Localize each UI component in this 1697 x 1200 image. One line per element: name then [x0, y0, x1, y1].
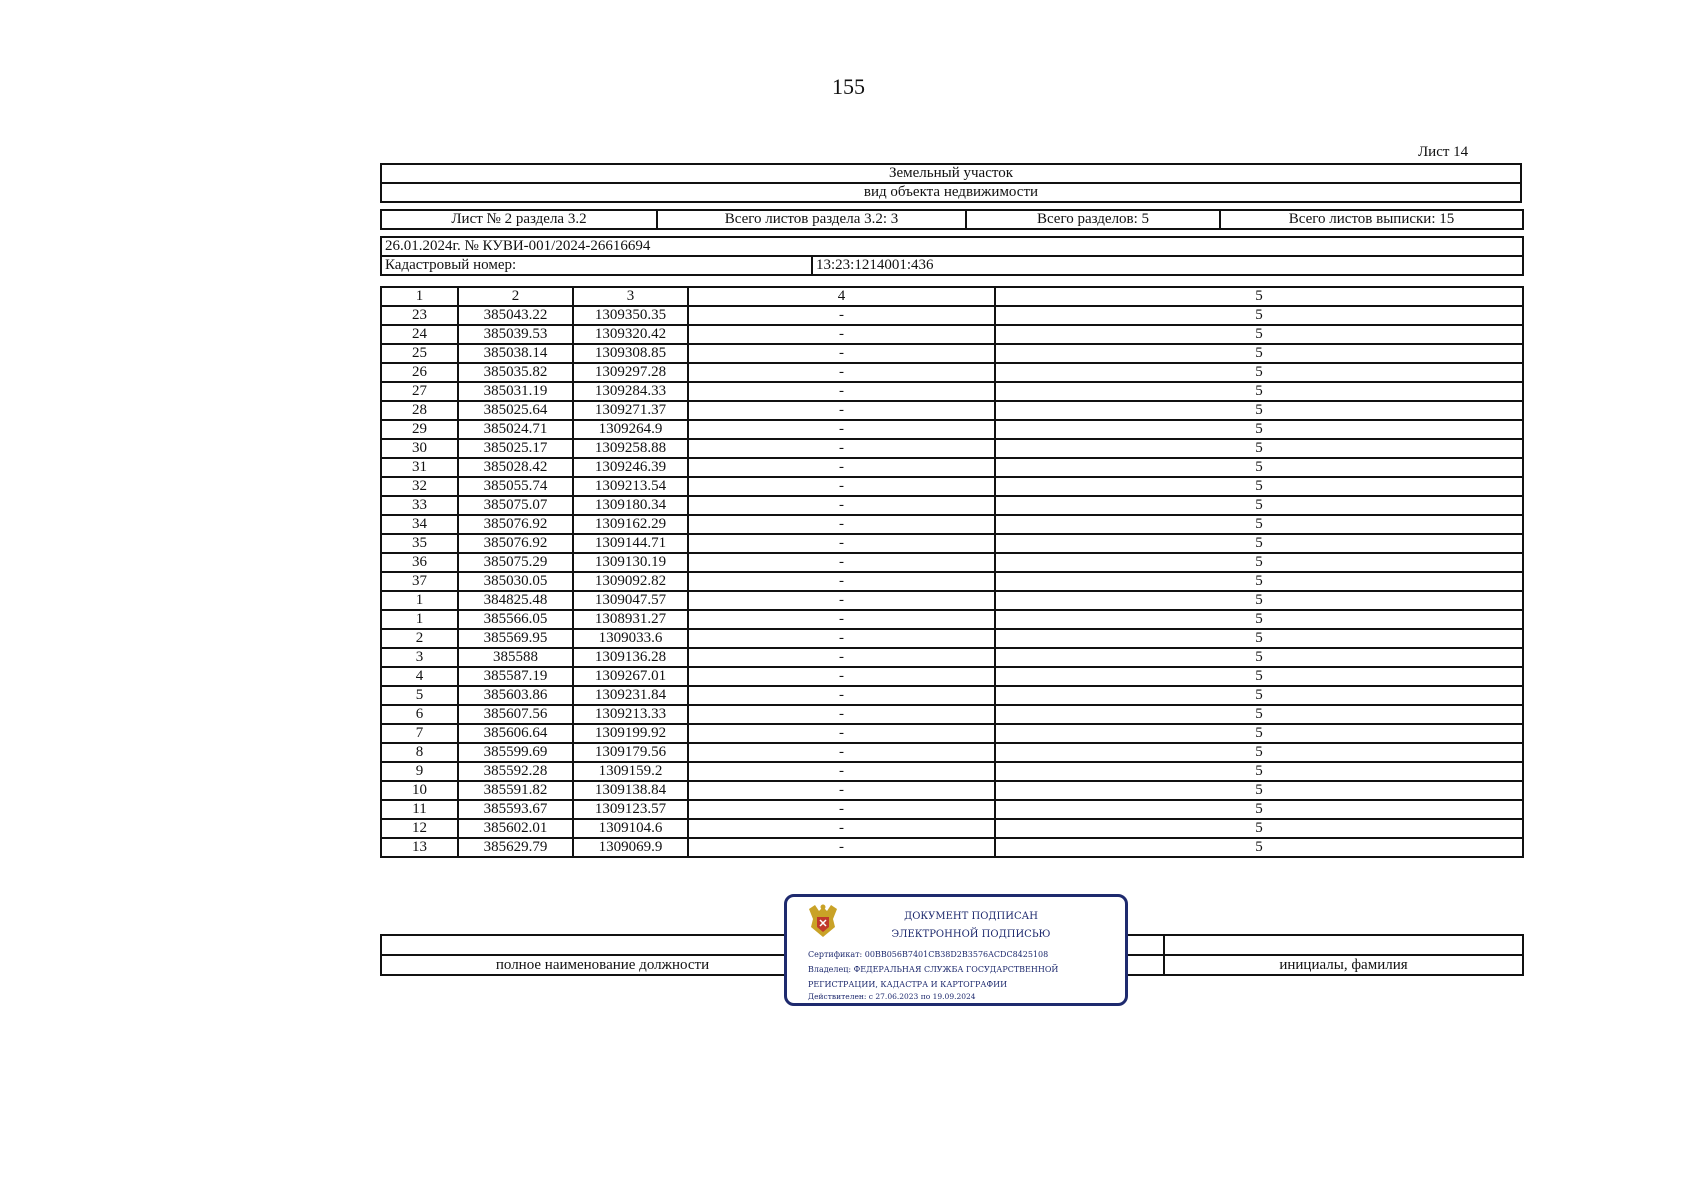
point-number-cell: 24 — [381, 325, 458, 344]
coordinates-table — [380, 286, 1522, 858]
electronic-signature-stamp — [784, 894, 1128, 1006]
column-header: 1 — [381, 287, 458, 306]
point-number-cell: 3 — [381, 648, 458, 667]
column-5-cell: 5 — [995, 610, 1523, 629]
sheet-counts-block — [380, 209, 1522, 230]
column-5-cell: 5 — [995, 819, 1523, 838]
column-5-cell: 5 — [995, 591, 1523, 610]
column-5-cell: 5 — [995, 325, 1523, 344]
column-5-cell: 5 — [995, 477, 1523, 496]
column-4-cell: - — [688, 781, 995, 800]
stamp-owner: Владелец: ФЕДЕРАЛЬНАЯ СЛУЖБА ГОСУДАРСТВЕННОЙ — [808, 965, 1059, 974]
point-number-cell: 1 — [381, 591, 458, 610]
name-caption: инициалы, фамилия — [1164, 955, 1523, 975]
y-coordinate-cell: 1308931.27 — [573, 610, 688, 629]
column-4-cell: - — [688, 705, 995, 724]
point-number-cell: 34 — [381, 515, 458, 534]
stamp-owner-continued: РЕГИСТРАЦИИ, КАДАСТРА И КАРТОГРАФИИ — [808, 980, 1008, 989]
y-coordinate-cell: 1309246.39 — [573, 458, 688, 477]
table-row — [381, 496, 1523, 515]
point-number-cell: 1 — [381, 610, 458, 629]
point-number-cell: 13 — [381, 838, 458, 857]
column-4-cell: - — [688, 344, 995, 363]
record-block — [380, 236, 1522, 276]
x-coordinate-cell: 385035.82 — [458, 363, 573, 382]
column-5-cell: 5 — [995, 534, 1523, 553]
table-row — [381, 553, 1523, 572]
point-number-cell: 37 — [381, 572, 458, 591]
point-number-cell: 7 — [381, 724, 458, 743]
cadastral-number: 13:23:1214001:436 — [812, 256, 1523, 275]
column-5-cell: 5 — [995, 629, 1523, 648]
y-coordinate-cell: 1309320.42 — [573, 325, 688, 344]
table-row — [381, 382, 1523, 401]
column-header: 5 — [995, 287, 1523, 306]
column-header: 3 — [573, 287, 688, 306]
column-4-cell: - — [688, 439, 995, 458]
page-number: 155 — [832, 74, 865, 99]
column-4-cell: - — [688, 306, 995, 325]
point-number-cell: 30 — [381, 439, 458, 458]
table-row — [381, 344, 1523, 363]
column-5-cell: 5 — [995, 781, 1523, 800]
column-5-cell: 5 — [995, 306, 1523, 325]
table-row — [381, 477, 1523, 496]
column-5-cell: 5 — [995, 382, 1523, 401]
x-coordinate-cell: 385076.92 — [458, 515, 573, 534]
y-coordinate-cell: 1309179.56 — [573, 743, 688, 762]
y-coordinate-cell: 1309047.57 — [573, 591, 688, 610]
table-row — [381, 534, 1523, 553]
table-header-row — [381, 287, 1523, 306]
x-coordinate-cell: 385043.22 — [458, 306, 573, 325]
y-coordinate-cell: 1309297.28 — [573, 363, 688, 382]
column-5-cell: 5 — [995, 420, 1523, 439]
table-row — [381, 572, 1523, 591]
record-date-number: 26.01.2024г. № КУВИ-001/2024-26616694 — [381, 237, 1523, 256]
table-row — [381, 610, 1523, 629]
column-5-cell: 5 — [995, 401, 1523, 420]
x-coordinate-cell: 385075.07 — [458, 496, 573, 515]
y-coordinate-cell: 1309033.6 — [573, 629, 688, 648]
y-coordinate-cell: 1309123.57 — [573, 800, 688, 819]
column-4-cell: - — [688, 838, 995, 857]
table-row — [381, 629, 1523, 648]
x-coordinate-cell: 385038.14 — [458, 344, 573, 363]
point-number-cell: 36 — [381, 553, 458, 572]
table-row — [381, 306, 1523, 325]
x-coordinate-cell: 384825.48 — [458, 591, 573, 610]
column-4-cell: - — [688, 610, 995, 629]
y-coordinate-cell: 1309213.54 — [573, 477, 688, 496]
column-5-cell: 5 — [995, 762, 1523, 781]
column-header: 2 — [458, 287, 573, 306]
column-4-cell: - — [688, 819, 995, 838]
table-row — [381, 667, 1523, 686]
point-number-cell: 2 — [381, 629, 458, 648]
y-coordinate-cell: 1309231.84 — [573, 686, 688, 705]
point-number-cell: 23 — [381, 306, 458, 325]
table-row — [381, 838, 1523, 857]
y-coordinate-cell: 1309069.9 — [573, 838, 688, 857]
y-coordinate-cell: 1309159.2 — [573, 762, 688, 781]
point-number-cell: 8 — [381, 743, 458, 762]
table-row — [381, 439, 1523, 458]
total-sections: Всего разделов: 5 — [966, 210, 1220, 229]
table-row — [381, 800, 1523, 819]
x-coordinate-cell: 385606.64 — [458, 724, 573, 743]
column-4-cell: - — [688, 629, 995, 648]
table-row — [381, 781, 1523, 800]
x-coordinate-cell: 385593.67 — [458, 800, 573, 819]
object-type-block — [380, 163, 1522, 203]
column-5-cell: 5 — [995, 572, 1523, 591]
stamp-title: ДОКУМЕНТ ПОДПИСАН — [904, 911, 1038, 922]
y-coordinate-cell: 1309271.37 — [573, 401, 688, 420]
column-5-cell: 5 — [995, 667, 1523, 686]
y-coordinate-cell: 1309258.88 — [573, 439, 688, 458]
table-row — [381, 363, 1523, 382]
point-number-cell: 12 — [381, 819, 458, 838]
column-4-cell: - — [688, 496, 995, 515]
table-row — [381, 420, 1523, 439]
table-row — [381, 591, 1523, 610]
column-5-cell: 5 — [995, 439, 1523, 458]
column-4-cell: - — [688, 686, 995, 705]
column-5-cell: 5 — [995, 800, 1523, 819]
name-line — [1164, 935, 1523, 955]
position-caption: полное наименование должности — [381, 955, 824, 975]
table-row — [381, 648, 1523, 667]
column-4-cell: - — [688, 363, 995, 382]
total-sheets-extract: Всего листов выписки: 15 — [1220, 210, 1523, 229]
y-coordinate-cell: 1309130.19 — [573, 553, 688, 572]
column-4-cell: - — [688, 762, 995, 781]
stamp-subtitle: ЭЛЕКТРОННОЙ ПОДПИСЬЮ — [891, 929, 1051, 940]
column-4-cell: - — [688, 648, 995, 667]
column-4-cell: - — [688, 382, 995, 401]
column-5-cell: 5 — [995, 363, 1523, 382]
point-number-cell: 26 — [381, 363, 458, 382]
sheet-of-section: Лист № 2 раздела 3.2 — [381, 210, 657, 229]
x-coordinate-cell: 385566.05 — [458, 610, 573, 629]
point-number-cell: 33 — [381, 496, 458, 515]
x-coordinate-cell: 385024.71 — [458, 420, 573, 439]
x-coordinate-cell: 385629.79 — [458, 838, 573, 857]
point-number-cell: 28 — [381, 401, 458, 420]
point-number-cell: 11 — [381, 800, 458, 819]
object-caption: вид объекта недвижимости — [381, 183, 1521, 202]
table-row — [381, 401, 1523, 420]
table-row — [381, 686, 1523, 705]
table-row — [381, 515, 1523, 534]
column-5-cell: 5 — [995, 458, 1523, 477]
object-title: Земельный участок — [381, 164, 1521, 183]
y-coordinate-cell: 1309138.84 — [573, 781, 688, 800]
column-4-cell: - — [688, 401, 995, 420]
column-4-cell: - — [688, 553, 995, 572]
point-number-cell: 5 — [381, 686, 458, 705]
column-4-cell: - — [688, 724, 995, 743]
x-coordinate-cell: 385588 — [458, 648, 573, 667]
y-coordinate-cell: 1309264.9 — [573, 420, 688, 439]
point-number-cell: 31 — [381, 458, 458, 477]
x-coordinate-cell: 385603.86 — [458, 686, 573, 705]
x-coordinate-cell: 385039.53 — [458, 325, 573, 344]
column-4-cell: - — [688, 800, 995, 819]
x-coordinate-cell: 385592.28 — [458, 762, 573, 781]
column-4-cell: - — [688, 743, 995, 762]
column-4-cell: - — [688, 477, 995, 496]
point-number-cell: 10 — [381, 781, 458, 800]
column-5-cell: 5 — [995, 496, 1523, 515]
y-coordinate-cell: 1309267.01 — [573, 667, 688, 686]
x-coordinate-cell: 385055.74 — [458, 477, 573, 496]
table-row — [381, 705, 1523, 724]
point-number-cell: 4 — [381, 667, 458, 686]
y-coordinate-cell: 1309284.33 — [573, 382, 688, 401]
point-number-cell: 29 — [381, 420, 458, 439]
x-coordinate-cell: 385031.19 — [458, 382, 573, 401]
column-4-cell: - — [688, 458, 995, 477]
table-row — [381, 819, 1523, 838]
point-number-cell: 25 — [381, 344, 458, 363]
point-number-cell: 32 — [381, 477, 458, 496]
stamp-certificate: Сертификат: 00BB056B7401CB38D2B3576ACDC8425108 — [808, 950, 1049, 959]
column-5-cell: 5 — [995, 344, 1523, 363]
column-5-cell: 5 — [995, 686, 1523, 705]
column-5-cell: 5 — [995, 553, 1523, 572]
x-coordinate-cell: 385602.01 — [458, 819, 573, 838]
x-coordinate-cell: 385025.17 — [458, 439, 573, 458]
table-row — [381, 724, 1523, 743]
sheet-label: Лист 14 — [1418, 144, 1469, 160]
column-4-cell: - — [688, 572, 995, 591]
column-4-cell: - — [688, 534, 995, 553]
position-line — [381, 935, 824, 955]
stamp-validity: Действителен: с 27.06.2023 по 19.09.2024 — [808, 992, 976, 1001]
y-coordinate-cell: 1309136.28 — [573, 648, 688, 667]
y-coordinate-cell: 1309092.82 — [573, 572, 688, 591]
column-5-cell: 5 — [995, 743, 1523, 762]
x-coordinate-cell: 385587.19 — [458, 667, 573, 686]
y-coordinate-cell: 1309180.34 — [573, 496, 688, 515]
column-5-cell: 5 — [995, 515, 1523, 534]
cadastral-label: Кадастровый номер: — [381, 256, 812, 275]
table-row — [381, 325, 1523, 344]
point-number-cell: 27 — [381, 382, 458, 401]
x-coordinate-cell: 385075.29 — [458, 553, 573, 572]
x-coordinate-cell: 385591.82 — [458, 781, 573, 800]
column-5-cell: 5 — [995, 838, 1523, 857]
x-coordinate-cell: 385607.56 — [458, 705, 573, 724]
y-coordinate-cell: 1309308.85 — [573, 344, 688, 363]
point-number-cell: 35 — [381, 534, 458, 553]
x-coordinate-cell: 385028.42 — [458, 458, 573, 477]
table-row — [381, 743, 1523, 762]
y-coordinate-cell: 1309213.33 — [573, 705, 688, 724]
x-coordinate-cell: 385030.05 — [458, 572, 573, 591]
column-5-cell: 5 — [995, 724, 1523, 743]
column-header: 4 — [688, 287, 995, 306]
x-coordinate-cell: 385076.92 — [458, 534, 573, 553]
table-row — [381, 762, 1523, 781]
y-coordinate-cell: 1309199.92 — [573, 724, 688, 743]
y-coordinate-cell: 1309162.29 — [573, 515, 688, 534]
x-coordinate-cell: 385569.95 — [458, 629, 573, 648]
x-coordinate-cell: 385599.69 — [458, 743, 573, 762]
point-number-cell: 9 — [381, 762, 458, 781]
column-5-cell: 5 — [995, 705, 1523, 724]
point-number-cell: 6 — [381, 705, 458, 724]
column-4-cell: - — [688, 420, 995, 439]
column-4-cell: - — [688, 667, 995, 686]
total-sheets-section: Всего листов раздела 3.2: 3 — [657, 210, 966, 229]
y-coordinate-cell: 1309350.35 — [573, 306, 688, 325]
table-row — [381, 458, 1523, 477]
y-coordinate-cell: 1309144.71 — [573, 534, 688, 553]
column-4-cell: - — [688, 325, 995, 344]
y-coordinate-cell: 1309104.6 — [573, 819, 688, 838]
column-4-cell: - — [688, 515, 995, 534]
x-coordinate-cell: 385025.64 — [458, 401, 573, 420]
column-4-cell: - — [688, 591, 995, 610]
column-5-cell: 5 — [995, 648, 1523, 667]
